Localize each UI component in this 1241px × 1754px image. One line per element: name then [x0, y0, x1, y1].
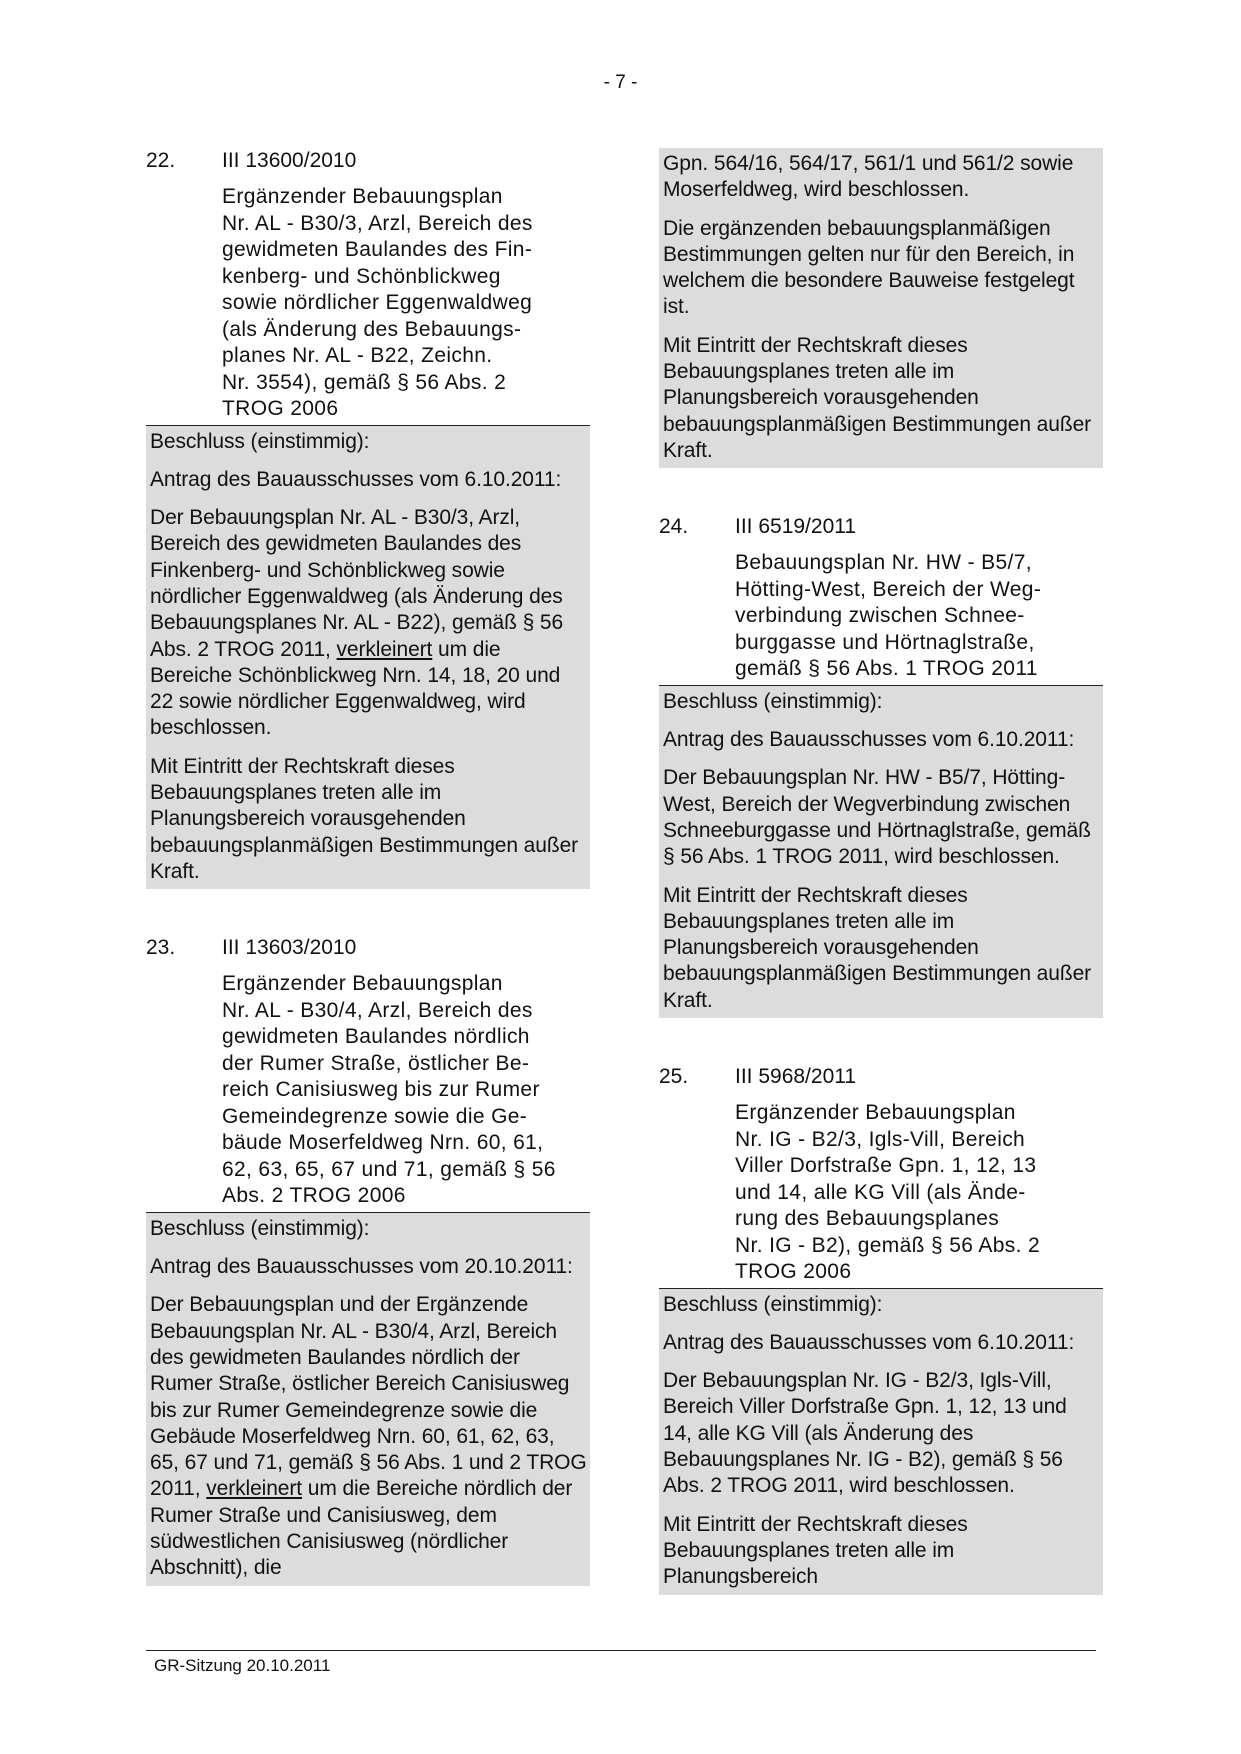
title-line: Bebauungsplan Nr. HW - B5/7,	[735, 551, 1032, 575]
agenda-item-23	[146, 935, 590, 1585]
title-line: Nr. AL - B30/4, Arzl, Bereich des	[222, 998, 533, 1022]
title-line: und 14, alle KG Vill (als Ände-	[735, 1180, 1026, 1204]
title-line: gemäß § 56 Abs. 1 TROG 2011	[735, 657, 1038, 681]
resolution-box	[659, 1289, 1103, 1595]
title-line: planes Nr. AL - B22, Zeichn.	[222, 344, 493, 367]
item-title	[222, 971, 590, 1212]
resolution-box	[146, 426, 590, 890]
agenda-item-25	[659, 1064, 1103, 1594]
title-line: gewidmeten Baulandes des Fin-	[222, 238, 533, 261]
item-number: 22.	[146, 149, 176, 172]
right-column	[659, 148, 1103, 1641]
title-line: bäude Moserfeldweg Nrn. 60, 61,	[222, 1131, 544, 1155]
legal-force-text: Mit Eintritt der Rechtskraft dieses Bebauungsplanes treten alle im Planungsbereich vorausgehenden bebauungsplanmäßigen Bestimmungen außer Kraft.	[663, 333, 1092, 462]
title-line: rung des Bebauungsplanes	[735, 1207, 1000, 1231]
left-column	[146, 148, 590, 1632]
resolution-text-part: Der Bebauungsplan und der Ergänzende Bebauungsplan Nr. AL - B30/4, Arzl, Bereich des gewidmeten Baulandes nördlich der Rumer Straße, östlicher Bereich Canisiusweg bis zur Rumer Gemeindegrenze sowie die Gebäude Moserfeldweg Nrn. 60, 61, 62, 63, 65, 67 und 71, gemäß § 56 Abs. 1 und 2 TROG 2011,	[150, 1293, 587, 1501]
item-title	[735, 1100, 1103, 1288]
resolution-text	[150, 505, 587, 742]
item-reference: III 13600/2010	[222, 149, 357, 172]
resolution-text	[150, 1292, 587, 1581]
item-reference: III 6519/2011	[735, 515, 857, 539]
title-line: Viller Dorfstraße Gpn. 1, 12, 13	[735, 1154, 1037, 1178]
item-number: 25.	[659, 1065, 689, 1089]
resolution-box	[659, 148, 1103, 468]
title-line: Nr. IG - B2/3, Igls-Vill, Bereich	[735, 1127, 1026, 1151]
item-reference: III 13603/2010	[222, 936, 357, 960]
title-line: reich Canisiusweg bis zur Rumer	[222, 1078, 540, 1102]
title-line: sowie nördlicher Eggenwaldweg	[222, 291, 533, 314]
title-line: gewidmeten Baulandes nördlich	[222, 1025, 530, 1049]
decision-label: Beschluss (einstimmig):	[150, 429, 370, 453]
agenda-item-23-continued	[659, 148, 1103, 468]
page-number: - 7 -	[603, 72, 638, 93]
title-line: burggasse und Hörtnaglstraße,	[735, 630, 1035, 654]
title-line: Nr. IG - B2), gemäß § 56 Abs. 2	[735, 1233, 1040, 1257]
item-number: 23.	[146, 936, 176, 960]
footer-divider	[146, 1650, 1096, 1651]
item-header	[146, 935, 590, 961]
title-line: Ergänzender Bebauungsplan	[222, 185, 503, 208]
title-line: Nr. 3554), gemäß § 56 Abs. 2	[222, 370, 507, 394]
supplement-text: Die ergänzenden bebauungsplanmäßigen Bestimmungen gelten nur für den Bereich, in welchem die besondere Bauweise festgelegt ist.	[663, 216, 1075, 319]
decision-label: Beschluss (einstimmig):	[150, 1216, 370, 1240]
title-line: verbindung zwischen Schnee-	[735, 604, 1025, 628]
resolution-text-part: Der Bebauungsplan Nr. AL - B30/3, Arzl, Bereich des gewidmeten Baulandes des Finkenberg- und Schönblickweg sowie nördlicher Eggenwaldweg (als Änderung des Bebauungsplanes Nr. AL - B22), gemäß § 56 Abs. 2 TROG 2011,	[150, 506, 564, 661]
motion-text: Antrag des Bauausschusses vom 20.10.2011:	[150, 1255, 573, 1279]
item-header	[146, 148, 590, 174]
title-line: TROG 2006	[222, 397, 339, 420]
resolution-text-part: um die Bereiche Schönblickweg Nrn. 14, 18, 20 und 22 sowie nördlicher Eggenwaldweg, wird beschlossen.	[150, 637, 561, 740]
title-line: 62, 63, 65, 67 und 71, gemäß § 56	[222, 1157, 556, 1181]
title-line: Abs. 2 TROG 2006	[222, 1184, 406, 1208]
decision-label: Beschluss (einstimmig):	[663, 689, 883, 713]
motion-text: Antrag des Bauausschusses vom 6.10.2011:	[663, 1330, 1075, 1354]
title-line: TROG 2006	[735, 1260, 852, 1284]
resolution-text: Der Bebauungsplan Nr. HW - B5/7, Hötting-West, Bereich der Wegverbindung zwischen Schneeburggasse und Hörtnaglstraße, gemäß § 56 Abs. 1 TROG 2011, wird beschlossen.	[663, 766, 1091, 869]
title-line: (als Änderung des Bebauungs-	[222, 317, 522, 341]
underlined-word: verkleinert	[206, 1477, 303, 1501]
resolution-text: Der Bebauungsplan Nr. IG - B2/3, Igls-Vill, Bereich Viller Dorfstraße Gpn. 1, 12, 13 und 14, alle KG Vill (als Änderung des Bebauungsplanes Nr. IG - B2), gemäß § 56 Abs. 2 TROG 2011, wird beschlossen.	[663, 1369, 1067, 1498]
agenda-item-22	[146, 148, 590, 889]
resolution-box	[146, 1213, 590, 1586]
resolution-text-continued: Gpn. 564/16, 564/17, 561/1 und 561/2 sowie Moserfeldweg, wird beschlossen.	[663, 152, 1074, 202]
underlined-word: verkleinert	[336, 637, 433, 661]
motion-text: Antrag des Bauausschusses vom 6.10.2011:	[150, 467, 562, 491]
resolution-box	[659, 686, 1103, 1018]
item-number: 24.	[659, 515, 689, 539]
legal-force-text: Mit Eintritt der Rechtskraft dieses Bebauungsplanes treten alle im Planungsbereich vorausgehenden bebauungsplanmäßigen Bestimmungen außer Kraft.	[150, 754, 579, 883]
title-line: Ergänzender Bebauungsplan	[735, 1101, 1016, 1125]
item-header	[659, 1064, 1103, 1090]
title-line: Nr. AL - B30/3, Arzl, Bereich des	[222, 211, 533, 235]
decision-label: Beschluss (einstimmig):	[663, 1292, 883, 1316]
agenda-item-24	[659, 514, 1103, 1018]
title-line: Ergänzender Bebauungsplan	[222, 972, 503, 996]
item-reference: III 5968/2011	[735, 1065, 857, 1089]
footer-session: GR-Sitzung 20.10.2011	[154, 1656, 331, 1675]
item-title	[735, 550, 1103, 685]
legal-force-text: Mit Eintritt der Rechtskraft dieses Bebauungsplanes treten alle im Planungsbereich vorausgehenden bebauungsplanmäßigen Bestimmungen außer Kraft.	[663, 883, 1092, 1012]
title-line: der Rumer Straße, östlicher Be-	[222, 1051, 530, 1075]
legal-force-text: Mit Eintritt der Rechtskraft dieses Bebauungsplanes treten alle im Planungsbereich	[663, 1512, 968, 1589]
item-title	[222, 184, 590, 425]
title-line: kenberg- und Schönblickweg	[222, 264, 501, 288]
item-header	[659, 514, 1103, 540]
resolution-text-part: um die Bereiche nördlich der Rumer Straße und Canisiusweg, dem südwestlichen Canisiusweg (nördlicher Abschnitt), die	[150, 1477, 573, 1580]
title-line: Gemeindegrenze sowie die Ge-	[222, 1104, 528, 1128]
motion-text: Antrag des Bauausschusses vom 6.10.2011:	[663, 728, 1075, 752]
title-line: Hötting-West, Bereich der Weg-	[735, 577, 1042, 601]
